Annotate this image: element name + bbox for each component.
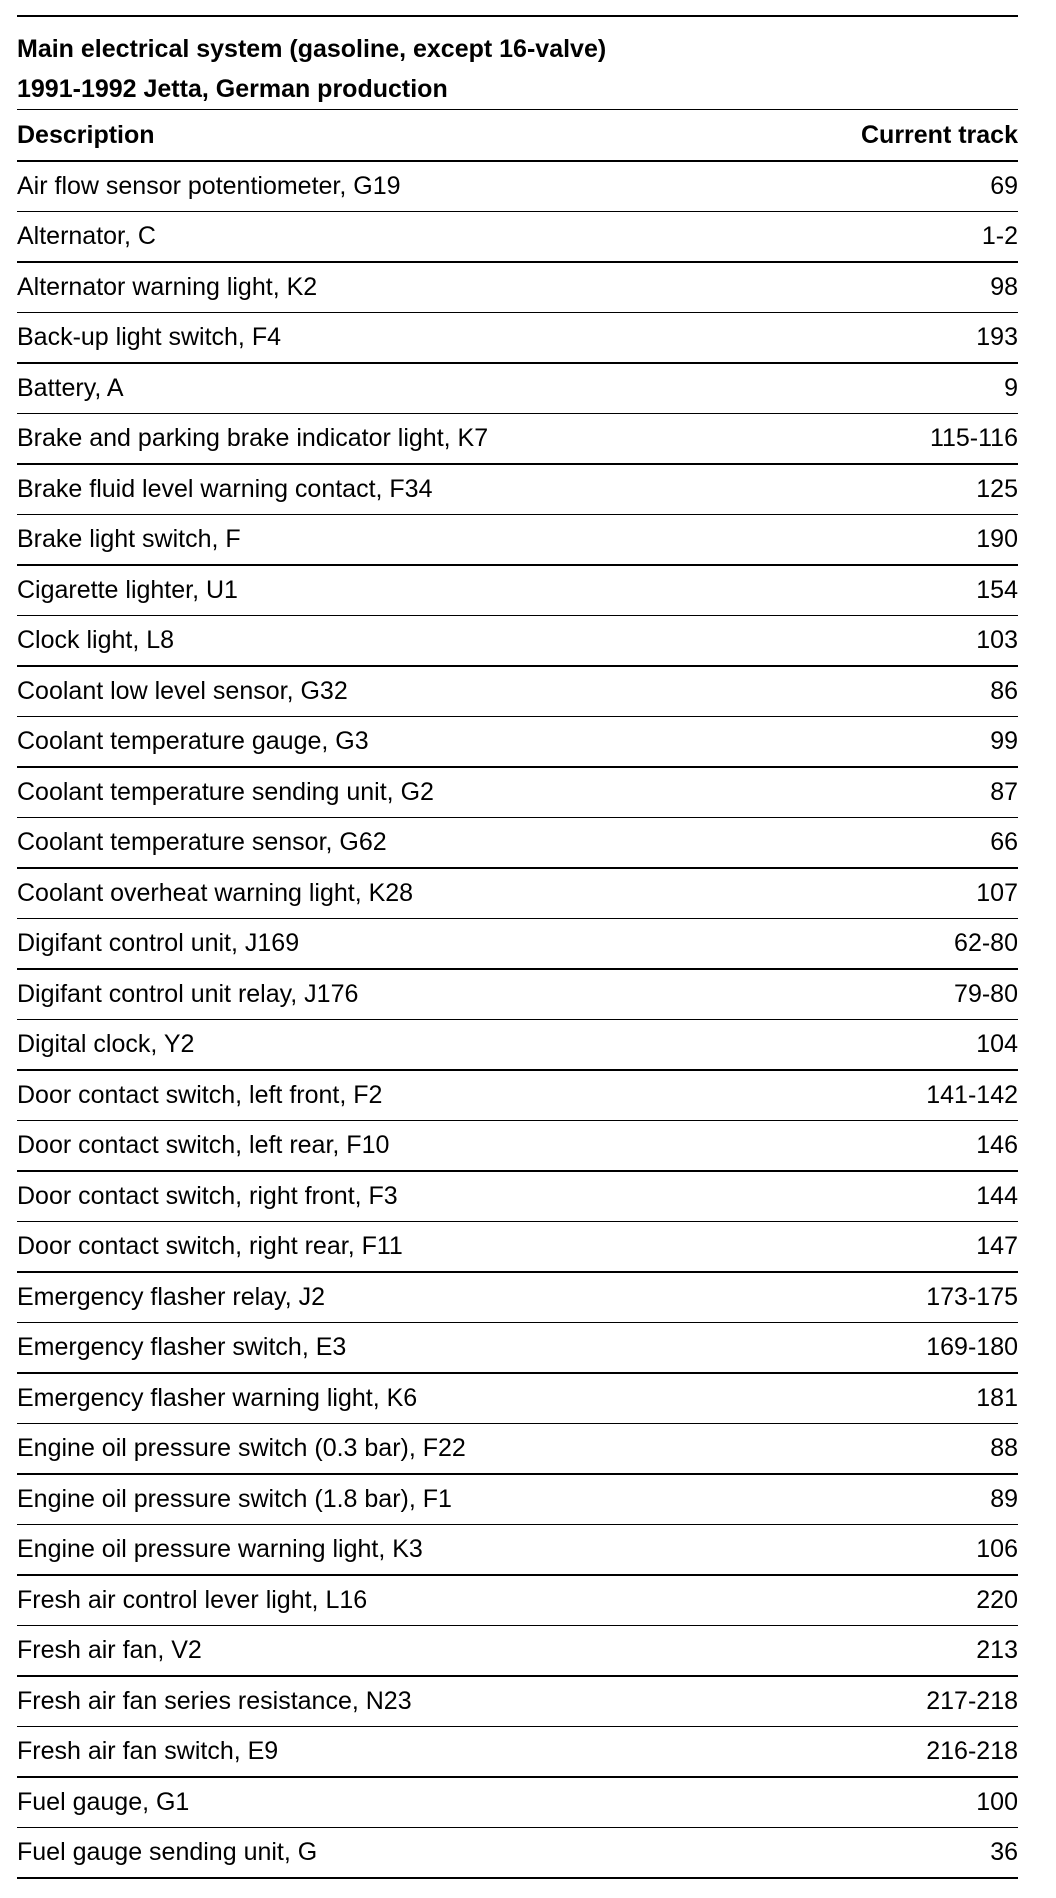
table-row — [17, 1121, 1018, 1172]
table-row — [17, 363, 1018, 414]
component-description-cell: Fresh air fan switch, E9 — [17, 1727, 798, 1778]
current-track-cell: 79-80 — [798, 969, 1018, 1020]
component-description-cell: Alternator warning light, K2 — [17, 262, 798, 313]
component-description-cell: Emergency flasher switch, E3 — [17, 1323, 798, 1374]
component-description-cell: Coolant overheat warning light, K28 — [17, 868, 798, 919]
current-track-cell: 86 — [798, 666, 1018, 717]
column-header-description: Description — [17, 110, 798, 162]
current-track-cell: 106 — [798, 1525, 1018, 1576]
component-description-cell: Fresh air fan, V2 — [17, 1626, 798, 1677]
current-track-cell: 104 — [798, 1020, 1018, 1071]
document-subtitle: 1991-1992 Jetta, German production — [17, 75, 448, 103]
current-track-cell: 107 — [798, 868, 1018, 919]
current-track-cell: 69 — [798, 161, 1018, 212]
component-description-cell: Door contact switch, left front, F2 — [17, 1070, 798, 1121]
component-description-cell: Fresh air control lever light, L16 — [17, 1575, 798, 1626]
component-description-cell: Air flow sensor potentiometer, G19 — [17, 161, 798, 212]
table-row — [17, 1777, 1018, 1828]
table-row — [17, 1626, 1018, 1677]
component-table — [17, 109, 1018, 1879]
table-row — [17, 212, 1018, 263]
component-description-cell: Coolant temperature gauge, G3 — [17, 717, 798, 768]
table-row — [17, 1828, 1018, 1879]
component-description-cell: Digifant control unit relay, J176 — [17, 969, 798, 1020]
table-row — [17, 313, 1018, 364]
component-description-cell: Fuel gauge sending unit, G — [17, 1828, 798, 1879]
header-row — [17, 110, 1018, 162]
table-row — [17, 717, 1018, 768]
electrical-component-index — [17, 15, 1018, 1879]
table-row — [17, 818, 1018, 869]
component-description-cell: Digital clock, Y2 — [17, 1020, 798, 1071]
component-description-cell: Engine oil pressure switch (1.8 bar), F1 — [17, 1474, 798, 1525]
current-track-cell: 169-180 — [798, 1323, 1018, 1374]
current-track-cell: 173-175 — [798, 1272, 1018, 1323]
current-track-cell: 1-2 — [798, 212, 1018, 263]
current-track-cell: 115-116 — [798, 414, 1018, 465]
component-description-cell: Engine oil pressure warning light, K3 — [17, 1525, 798, 1576]
current-track-cell: 181 — [798, 1373, 1018, 1424]
table-row — [17, 1727, 1018, 1778]
current-track-cell: 141-142 — [798, 1070, 1018, 1121]
component-description-cell: Door contact switch, left rear, F10 — [17, 1121, 798, 1172]
current-track-cell: 87 — [798, 767, 1018, 818]
current-track-cell: 146 — [798, 1121, 1018, 1172]
component-description-cell: Door contact switch, right front, F3 — [17, 1171, 798, 1222]
current-track-cell: 98 — [798, 262, 1018, 313]
component-description-cell: Coolant low level sensor, G32 — [17, 666, 798, 717]
current-track-cell: 62-80 — [798, 919, 1018, 970]
table-row — [17, 1575, 1018, 1626]
column-header-current-track: Current track — [798, 110, 1018, 162]
component-description-cell: Brake fluid level warning contact, F34 — [17, 464, 798, 515]
current-track-cell: 88 — [798, 1424, 1018, 1475]
component-description-cell: Alternator, C — [17, 212, 798, 263]
table-row — [17, 1171, 1018, 1222]
component-description-cell: Coolant temperature sensor, G62 — [17, 818, 798, 869]
table-row — [17, 969, 1018, 1020]
table-row — [17, 1323, 1018, 1374]
table-header — [17, 110, 1018, 162]
component-description-cell: Brake light switch, F — [17, 515, 798, 566]
component-description-cell: Coolant temperature sending unit, G2 — [17, 767, 798, 818]
table-row — [17, 1222, 1018, 1273]
component-description-cell: Digifant control unit, J169 — [17, 919, 798, 970]
component-description-cell: Clock light, L8 — [17, 616, 798, 667]
component-description-cell: Cigarette lighter, U1 — [17, 565, 798, 616]
table-row — [17, 1272, 1018, 1323]
table-row — [17, 414, 1018, 465]
component-description-cell: Emergency flasher warning light, K6 — [17, 1373, 798, 1424]
current-track-cell: 36 — [798, 1828, 1018, 1879]
table-row — [17, 1424, 1018, 1475]
table-row — [17, 1373, 1018, 1424]
current-track-cell: 220 — [798, 1575, 1018, 1626]
document-title: Main electrical system (gasoline, except 16-valve) — [17, 35, 607, 63]
table-row — [17, 1525, 1018, 1576]
table-row — [17, 464, 1018, 515]
component-description-cell: Brake and parking brake indicator light, K7 — [17, 414, 798, 465]
current-track-cell: 147 — [798, 1222, 1018, 1273]
table-row — [17, 161, 1018, 212]
current-track-cell: 154 — [798, 565, 1018, 616]
table-row — [17, 868, 1018, 919]
table-row — [17, 666, 1018, 717]
table-row — [17, 515, 1018, 566]
table-row — [17, 616, 1018, 667]
table-row — [17, 1474, 1018, 1525]
table-caption — [17, 15, 1018, 109]
component-description-cell: Battery, A — [17, 363, 798, 414]
component-description-cell: Emergency flasher relay, J2 — [17, 1272, 798, 1323]
table-row — [17, 1070, 1018, 1121]
current-track-cell: 125 — [798, 464, 1018, 515]
current-track-cell: 213 — [798, 1626, 1018, 1677]
table-body — [17, 161, 1018, 1878]
component-description-cell: Door contact switch, right rear, F11 — [17, 1222, 798, 1273]
table-row — [17, 919, 1018, 970]
current-track-cell: 9 — [798, 363, 1018, 414]
table-row — [17, 565, 1018, 616]
component-description-cell: Fuel gauge, G1 — [17, 1777, 798, 1828]
current-track-cell: 193 — [798, 313, 1018, 364]
component-description-cell: Back-up light switch, F4 — [17, 313, 798, 364]
current-track-cell: 190 — [798, 515, 1018, 566]
component-description-cell: Fresh air fan series resistance, N23 — [17, 1676, 798, 1727]
current-track-cell: 217-218 — [798, 1676, 1018, 1727]
component-description-cell: Engine oil pressure switch (0.3 bar), F22 — [17, 1424, 798, 1475]
current-track-cell: 216-218 — [798, 1727, 1018, 1778]
table-row — [17, 1020, 1018, 1071]
current-track-cell: 100 — [798, 1777, 1018, 1828]
current-track-cell: 103 — [798, 616, 1018, 667]
table-row — [17, 1676, 1018, 1727]
current-track-cell: 66 — [798, 818, 1018, 869]
current-track-cell: 89 — [798, 1474, 1018, 1525]
current-track-cell: 144 — [798, 1171, 1018, 1222]
table-row — [17, 262, 1018, 313]
table-row — [17, 767, 1018, 818]
current-track-cell: 99 — [798, 717, 1018, 768]
